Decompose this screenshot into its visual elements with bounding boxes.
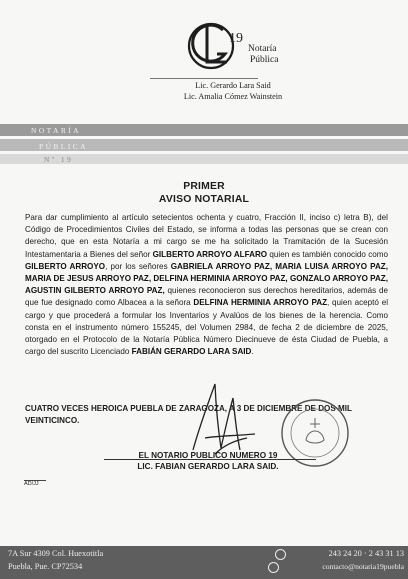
notice-body <box>25 212 388 358</box>
closing-place-date: CUATRO VECES HEROICA PUEBLA DE ZARAGOZA, A 3 DE DICIEMBRE DE DOS MIL VEINTICINCO. <box>25 404 352 426</box>
footer-phone: 243 24 20 · 2 43 31 13 <box>328 549 404 558</box>
initials: AD/JJ <box>24 481 39 487</box>
body-name-deceased: GILBERTO ARROYO ALFARO <box>152 249 268 259</box>
notice-title-primer: PRIMER <box>183 181 225 192</box>
email-icon <box>268 562 279 573</box>
notice-title-aviso: AVISO NOTARIAL <box>158 194 250 205</box>
body-text-6: . <box>251 347 254 357</box>
band-text-notaria: NOTARÍA <box>31 126 81 135</box>
body-name-alias: GILBERTO ARROYO <box>25 261 106 271</box>
logo-line-publica: Pública <box>250 55 279 65</box>
band-text-publica: PÚBLICA <box>39 142 88 151</box>
header-notary-name-1: Lic. Gerardo Lara Said <box>195 81 271 90</box>
body-name-notary: FABIÁN GERARDO LARA SAID <box>131 347 252 357</box>
logo-monogram-icon <box>183 18 253 74</box>
phone-icon <box>275 549 286 560</box>
footer-address-line1: 7A Sur 4309 Col. Huexotitla <box>8 549 104 558</box>
logo-number: 19 <box>229 31 243 46</box>
body-names-heirs: GABRIELA ARROYO PAZ, MARIA LUISA ARROYO PAZ, MARIA DE JESUS ARROYO PAZ, DELFINA HERMINIA ARROYO PAZ, GONZALO ARROYO PAZ, AGUSTIN GILBERTO ARROYO PAZ, <box>25 261 388 296</box>
header-notary-name-2: Lic. Amalia Cómez Wainstein <box>183 92 283 101</box>
signer-name: LIC. FABIAN GERARDO LARA SAID. <box>137 462 279 471</box>
signature-scribble <box>185 378 275 458</box>
footer-address-line2: Puebla, Pue. CP72534 <box>8 562 83 571</box>
header-divider <box>150 78 258 79</box>
body-text-4: quienes reconocieron sus derechos hereditarios, además de que fue designado como Albacea a la señora <box>25 286 388 308</box>
band-text-number: Nº 19 <box>44 155 74 164</box>
body-text-2: quien es también conocido como <box>267 249 388 259</box>
body-text-3: , por los señores <box>105 261 171 271</box>
signer-title: EL NOTARIO PUBLICO NUMERO 19 <box>138 451 278 460</box>
body-text-5: , quien aceptó el cargo y que procederá a formular los Inventarios y Avalúos de los bienes de la herencia. Como consta en el instrumento número 155245, del Volumen 2984, de fecha 2 de diciembre de 2025, otorgado en el Protocolo de la Notaría Pública Número Diecinueve de ésta Ciudad de Puebla, a cargo del suscrito Licenciado <box>25 298 388 357</box>
notary-logo <box>183 18 291 74</box>
body-name-executor: DELFINA HERMINIA ARROYO PAZ <box>193 298 328 308</box>
logo-line-notaria: Notaría <box>248 44 277 54</box>
body-text-1: Para dar cumplimiento al artículo setecientos ochenta y cuatro, Fracción II, inciso c) letra B), del Código de Procedimientos Civiles del Estado, se informa a todas las personas que se crean con derecho, que en esta Notaría a mi cargo se me ha solicitado la Tramitación de la Sucesión Intestamentaria a Bienes del señor <box>25 213 388 259</box>
footer-email: contacto@notaria19puebla <box>322 562 404 571</box>
